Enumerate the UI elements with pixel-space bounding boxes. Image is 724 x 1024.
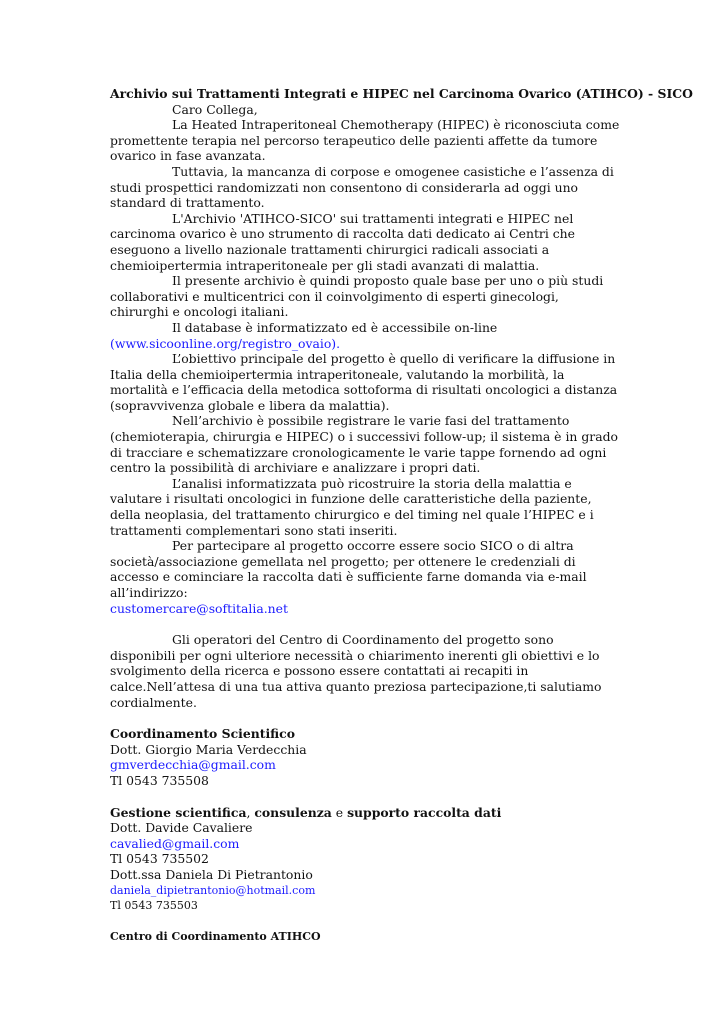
spacer xyxy=(110,616,620,632)
paragraph-10: Gli operatori del Centro di Coordinamento del progetto sono disponibili per ogni ulteriore necessità o chiarimento inerenti gli obiettivi e lo svolgimento della ricerca e possono essere contattati ai recapiti in calce.Nell’attesa di una tua attiva quanto preziosa partecipazione,ti salutiamo cordialmente. xyxy=(110,632,602,710)
document-page xyxy=(110,86,693,944)
spacer xyxy=(110,710,620,726)
gestione-name-1: Dott. Davide Cavaliere xyxy=(110,820,253,836)
gestione-heading-b: consulenza xyxy=(254,804,332,820)
paragraph-9: Per partecipare al progetto occorre essere socio SICO o di altra società/associazione gemellata nel progetto; per ottenere le credenziali di accesso e cominciare la raccolta dati è sufficiente farne domanda via e-mail all’indirizzo: xyxy=(110,538,587,600)
gestione-sep-2: e xyxy=(331,804,348,820)
greeting: Caro Collega, xyxy=(172,101,258,117)
paragraph-6: L’obiettivo principale del progetto è quello di verificare la diffusione in Italia della chemioipertermia intraperitoneale, valutando la morbilità, la mortalità e l’efficacia della metodica sottoforma di risultati oncologici a distanza (sopravvivenza globale e libera da malattia). xyxy=(110,351,618,413)
gestione-sep-1: , xyxy=(246,804,255,820)
spacer xyxy=(110,913,620,929)
paragraph-1: La Heated Intraperitoneal Chemotherapy (HIPEC) è riconosciuta come promettente terapia nel percorso terapeutico delle pazienti affette da tumore ovarico in fase avanzata. xyxy=(110,117,620,164)
gestione-heading-a: Gestione scientifica xyxy=(110,804,247,820)
registry-link[interactable]: (www.sicoonline.org/registro_ovaio). xyxy=(110,335,341,351)
gestione-phone-1: Tl 0543 735502 xyxy=(110,851,209,867)
paragraph-2: Tuttavia, la mancanza di corpose e omogenee casistiche e l’assenza di studi prospettici randomizzati non consentono di considerarla ad oggi uno standard di trattamento. xyxy=(110,163,614,211)
paragraph-8: L’analisi informatizzata può ricostruire la storia della malattia e valutare i risultati oncologici in funzione delle caratteristiche della paziente, della neoplasia, del trattamento chirurgico e del timing nel quale l’HIPEC e i trattamenti complementari sono stati inseriti. xyxy=(110,475,594,538)
paragraph-4: Il presente archivio è quindi proposto quale base per uno o più studi collaborativi e multicentrici con il coinvolgimento di esperti ginecologi, chirurghi e oncologi italiani. xyxy=(110,273,604,320)
paragraph-3: L'Archivio 'ATIHCO-SICO' sui trattamenti integrati e HIPEC nel carcinoma ovarico è uno strumento di raccolta dati dedicato ai Centri che eseguono a livello nazionale trattamenti chirurgici radicali associati a chemioipertermia intraperitoneale per gli stadi avanzati di malattia. xyxy=(110,210,575,273)
gestione-email-2-link[interactable]: daniela_dipietrantonio@hotmail.com xyxy=(110,883,316,897)
centro-label: Centro di Coordinamento ATIHCO xyxy=(110,929,321,943)
gestione-phone-2: Tl 0543 735503 xyxy=(110,898,198,912)
customer-care-email-link[interactable]: customercare@softitalia.net xyxy=(110,600,288,616)
paragraph-7: Nell’archivio è possibile registrare le varie fasi del trattamento (chemioterapia, chirurgia e HIPEC) o i successivi follow-up; il sistema è in grado di tracciare e schematizzare cronologicamente le varie tappe fornendo ad ogni centro la possibilità di archiviare e analizzare i propri dati. xyxy=(110,413,618,476)
coord-heading: Coordinamento Scientifico xyxy=(110,726,295,742)
gestione-email-1-link[interactable]: cavalied@gmail.com xyxy=(110,835,240,851)
coord-name: Dott. Giorgio Maria Verdecchia xyxy=(110,741,307,757)
coord-email-link[interactable]: gmverdecchia@gmail.com xyxy=(110,757,276,773)
paragraph-5: Il database è informatizzato ed è accessibile on-line xyxy=(172,319,498,335)
document-title: Archivio sui Trattamenti Integrati e HIPEC nel Carcinoma Ovarico (ATIHCO) - SICO xyxy=(110,86,693,101)
gestione-heading-c: supporto raccolta dati xyxy=(347,804,502,820)
gestione-heading xyxy=(110,805,620,821)
coord-phone: Tl 0543 735508 xyxy=(110,772,209,788)
spacer xyxy=(110,789,620,805)
gestione-name-2: Dott.ssa Daniela Di Pietrantonio xyxy=(110,866,313,882)
